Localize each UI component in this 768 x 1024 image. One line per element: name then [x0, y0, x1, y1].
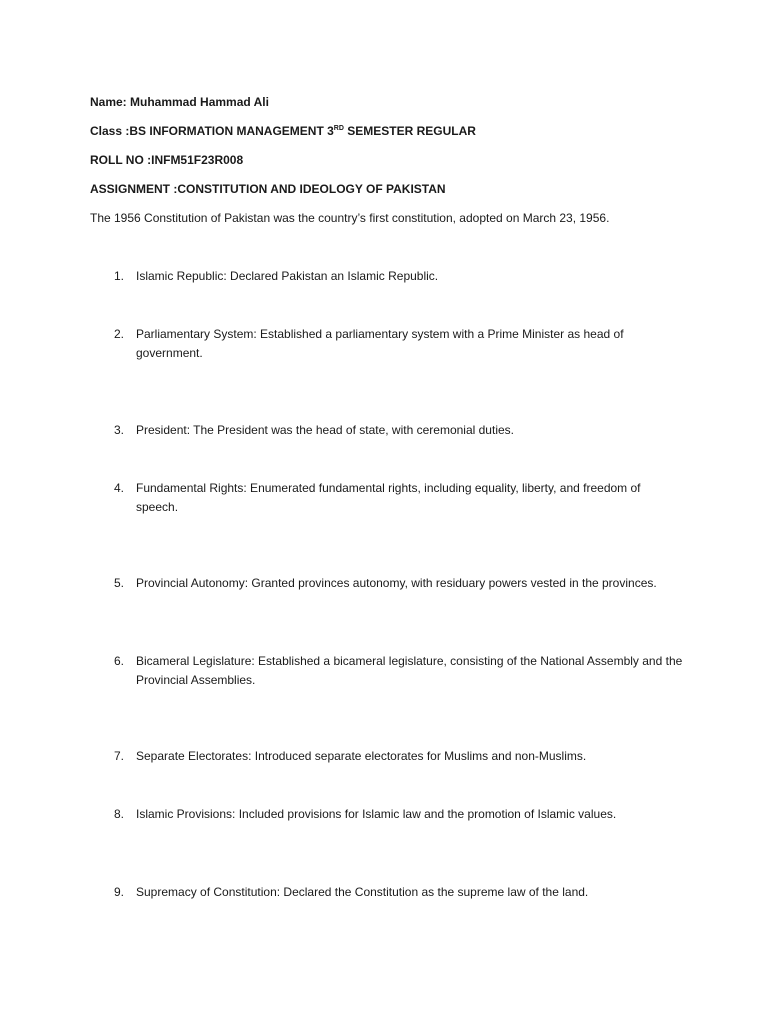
list-item-number: 1. [113, 269, 124, 283]
list-item-number: 7. [113, 749, 124, 763]
student-name: Name: Muhammad Hammad Ali [90, 95, 269, 109]
list-item-number: 2. [113, 327, 124, 341]
list-item-number: 6. [113, 654, 124, 668]
list-item-number: 8. [113, 807, 124, 821]
list-item-text: Fundamental Rights: Enumerated fundamental rights, including equality, liberty, and freedom of speech. [136, 481, 641, 514]
list-item-text: Provincial Autonomy: Granted provinces autonomy, with residuary powers vested in the provinces. [136, 576, 657, 590]
assignment-title: ASSIGNMENT :CONSTITUTION AND IDEOLOGY OF PAKISTAN [90, 182, 446, 196]
class-superscript: RD [333, 125, 344, 132]
list-item-number: 5. [113, 576, 124, 590]
class-line [90, 123, 476, 139]
list-item-text: Separate Electorates: Introduced separate electorates for Muslims and non-Muslims. [136, 749, 587, 763]
class-prefix: Class :BS INFORMATION MANAGEMENT 3 [90, 124, 334, 138]
intro-paragraph: The 1956 Constitution of Pakistan was the country’s first constitution, adopted on March 23, 1956. [90, 211, 610, 225]
list-item-text: Supremacy of Constitution: Declared the Constitution as the supreme law of the land. [136, 885, 589, 899]
list-item-text: President: The President was the head of state, with ceremonial duties. [136, 423, 514, 437]
list-item-number: 3. [113, 423, 124, 437]
roll-number: ROLL NO :INFM51F23R008 [90, 153, 244, 167]
list-item-text: Bicameral Legislature: Established a bicameral legislature, consisting of the National Assembly and the Provincial Assemblies. [136, 654, 683, 687]
list-item-number: 9. [113, 885, 124, 899]
class-suffix: SEMESTER REGULAR [343, 124, 476, 138]
list-item-text: Parliamentary System: Established a parliamentary system with a Prime Minister as head of government. [136, 327, 624, 360]
list-item-number: 4. [113, 481, 124, 495]
list-item-text: Islamic Provisions: Included provisions for Islamic law and the promotion of Islamic values. [136, 807, 617, 821]
list-item-text: Islamic Republic: Declared Pakistan an Islamic Republic. [136, 269, 439, 283]
